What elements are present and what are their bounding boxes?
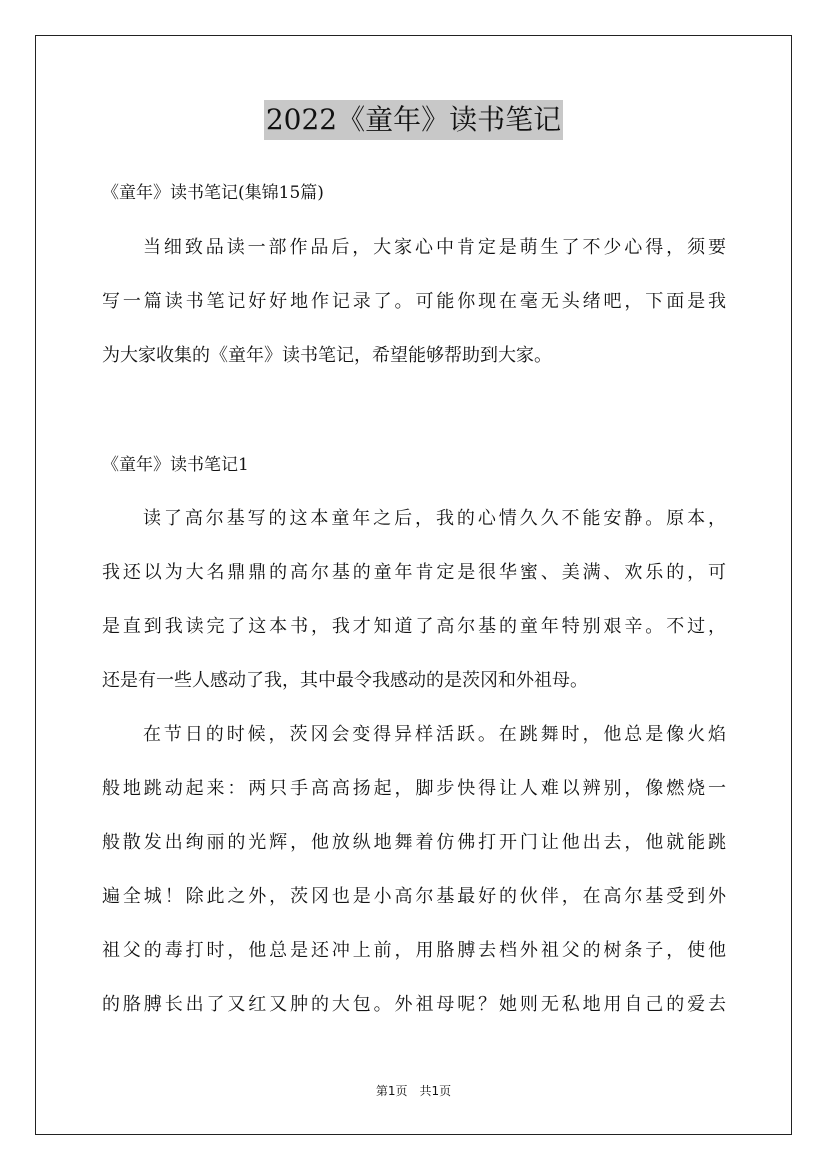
paragraph2-line-6: 的胳膊长出了又红又肿的大包。外祖母呢？她则无私地用自己的爱去 [102, 994, 726, 1015]
intro-line-2: 写一篇读书笔记好好地作记录了。可能你现在毫无头绪吧，下面是我 [102, 291, 726, 312]
page-footer: 第1页 共1页 [375, 1084, 452, 1098]
paragraph1-line-1: 读了高尔基写的这本童年之后，我的心情久久不能安静。原本， [143, 508, 726, 529]
intro-line-1: 当细致品读一部作品后，大家心中肯定是萌生了不少心得，须要 [143, 237, 726, 258]
paragraph1-line-2: 我还以为大名鼎鼎的高尔基的童年肯定是很华蜜、美满、欢乐的，可 [102, 562, 726, 583]
paragraph2-line-2: 般地跳动起来：两只手高高扬起，脚步快得让人难以辨别，像燃烧一 [102, 778, 726, 799]
paragraph1-line-4: 还是有一些人感动了我，其中最令我感动的是茨冈和外祖母。 [102, 670, 588, 691]
section-heading: 《童年》读书笔记1 [102, 455, 249, 475]
document-title: 2022《童年》读书笔记 [264, 100, 563, 140]
title-container [0, 100, 827, 140]
paragraph2-line-3: 般散发出绚丽的光辉，他放纵地舞着仿佛打开门让他出去，他就能跳 [102, 832, 726, 853]
intro-line-3: 为大家收集的《童年》读书笔记，希望能够帮助到大家。 [102, 345, 552, 366]
paragraph2-line-4: 遍全城！除此之外，茨冈也是小高尔基最好的伙伴，在高尔基受到外 [102, 886, 726, 907]
paragraph1-line-3: 是直到我读完了这本书，我才知道了高尔基的童年特别艰辛。不过， [102, 616, 726, 637]
paragraph2-line-1: 在节日的时候，茨冈会变得异样活跃。在跳舞时，他总是像火焰 [143, 724, 726, 745]
document-subtitle: 《童年》读书笔记(集锦15篇) [102, 183, 324, 203]
paragraph2-line-5: 祖父的毒打时，他总是还冲上前，用胳膊去档外祖父的树条子，使他 [102, 940, 726, 961]
